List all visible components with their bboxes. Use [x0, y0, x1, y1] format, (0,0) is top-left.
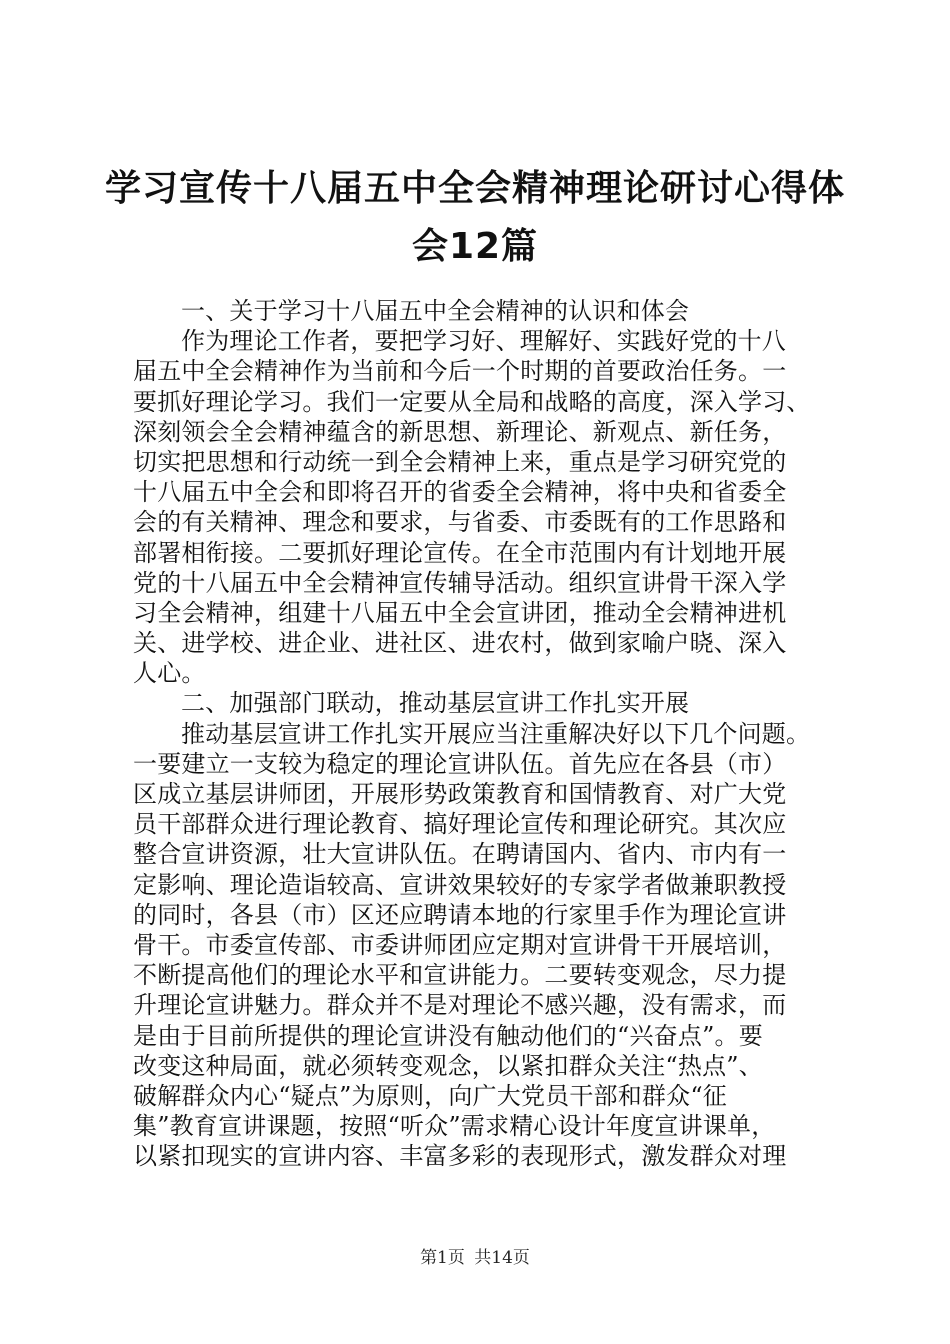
body-line: 骨干。市委宣传部、市委讲师团应定期对宣讲骨干开展培训，	[133, 930, 787, 959]
page-total: 共14页	[474, 1248, 530, 1268]
body-line: 员干部群众进行理论教育、搞好理论宣传和理论研究。其次应	[133, 810, 787, 839]
body-line: 整合宣讲资源，壮大宣讲队伍。在聘请国内、省内、市内有一	[133, 840, 787, 869]
body-line: 十八届五中全会和即将召开的省委全会精神，将中央和省委全	[133, 478, 787, 507]
body-line: 一、关于学习十八届五中全会精神的认识和体会	[181, 297, 690, 325]
document-title-line-2: 会12篇	[411, 226, 539, 267]
body-line: 深刻领会全会精神蕴含的新思想、新理论、新观点、新任务，	[133, 417, 787, 446]
body-line: 区成立基层讲师团，开展形势政策教育和国情教育、对广大党	[133, 780, 787, 808]
body-line: 人心。	[133, 659, 206, 688]
body-line: 关、进学校、进企业、进社区、进农村，做到家喻户晓、深入	[133, 629, 787, 658]
body-line: 不断提高他们的理论水平和宣讲能力。二要转变观念，尽力提	[133, 961, 787, 990]
body-line: 升理论宣讲魅力。群众并不是对理论不感兴趣，没有需求，而	[133, 991, 787, 1020]
body-line: 定影响、理论造诣较高、宣讲效果较好的专家学者做兼职教授	[133, 870, 787, 899]
body-line: 党的十八届五中全会精神宣传辅导活动。组织宣讲骨干深入学	[133, 568, 787, 597]
body-line: 是由于目前所提供的理论宣讲没有触动他们的“兴奋点”。要	[133, 1021, 763, 1050]
body-line: 改变这种局面，就必须转变观念，以紧扣群众关注“热点”、	[133, 1051, 763, 1080]
document-title-line-1: 学习宣传十八届五中全会精神理论研讨心得体	[104, 168, 845, 209]
body-line: 部署相衔接。二要抓好理论宣传。在全市范围内有计划地开展	[133, 538, 787, 567]
page-number: 第1页	[420, 1248, 465, 1268]
document-body	[133, 296, 833, 1171]
body-line: 作为理论工作者，要把学习好、理解好、实践好党的十八	[181, 327, 786, 356]
body-line: 一要建立一支较为稳定的理论宣讲队伍。首先应在各县（市）	[133, 749, 787, 778]
body-line: 以紧扣现实的宣讲内容、丰富多彩的表现形式，激发群众对理	[133, 1142, 787, 1171]
body-line: 切实把思想和行动统一到全会精神上来，重点是学习研究党的	[133, 447, 787, 476]
body-line: 的同时，各县（市）区还应聘请本地的行家里手作为理论宣讲	[133, 900, 787, 929]
body-line: 推动基层宣讲工作扎实开展应当注重解决好以下几个问题。	[181, 719, 811, 748]
body-line: 届五中全会精神作为当前和今后一个时期的首要政治任务。一	[133, 357, 787, 386]
body-line: 习全会精神，组建十八届五中全会宣讲团，推动全会精神进机	[133, 598, 787, 627]
body-line: 破解群众内心“疑点”为原则，向广大党员干部和群众“征	[133, 1081, 728, 1110]
body-line: 要抓好理论学习。我们一定要从全局和战略的高度，深入学习、	[133, 387, 811, 416]
body-line: 集”教育宣讲课题，按照“听众”需求精心设计年度宣讲课单，	[133, 1112, 776, 1141]
body-line: 二、加强部门联动，推动基层宣讲工作扎实开展	[181, 689, 690, 718]
page-footer	[0, 1243, 950, 1268]
body-line: 会的有关精神、理念和要求，与省委、市委既有的工作思路和	[133, 508, 787, 537]
